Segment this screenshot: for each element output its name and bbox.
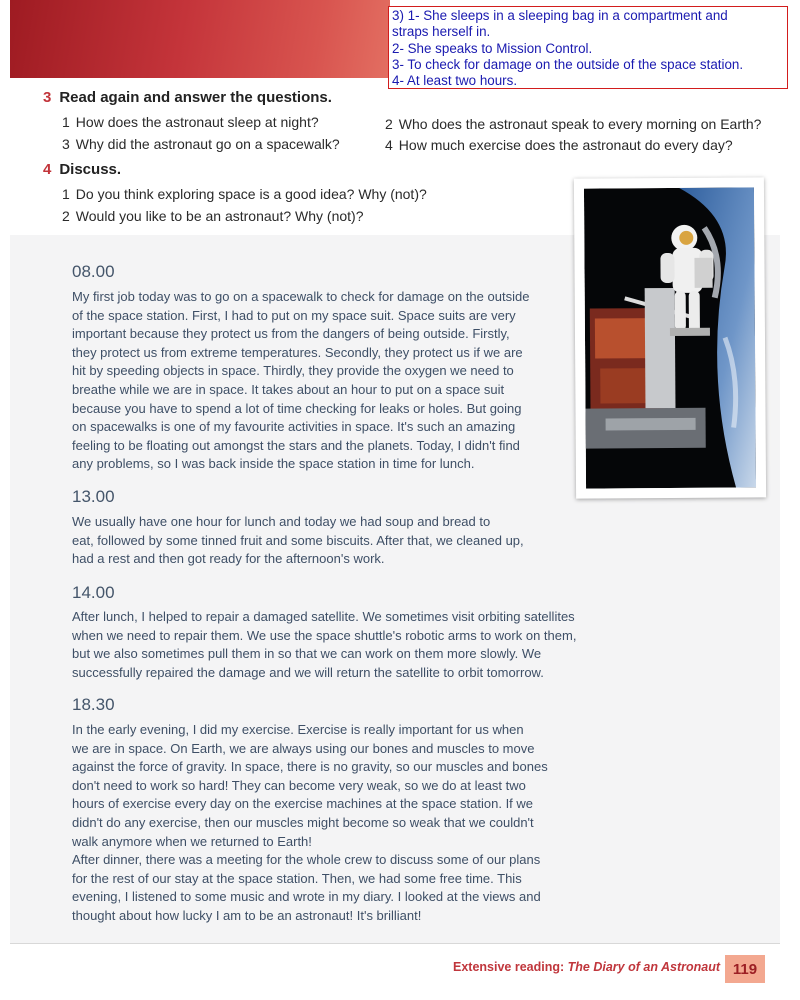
question-item [62,114,319,130]
diary-line: because you have to spend a lot of time checking for leaks or holes. But going [72,400,522,416]
answer-line: 3- To check for damage on the outside of the space station. [392,56,744,72]
diary-line: of the space station. First, I had to put on my space suit. Space suits are very [72,307,516,323]
question-number: 1 [62,186,70,202]
answer-annotation-box [388,6,788,89]
footer-title [453,960,720,974]
question-text: Would you like to be an astronaut? Why (not)? [75,208,364,224]
exercise-heading-text: Read again and answer the questions. [59,89,332,106]
diary-time-heading: 18.30 [72,695,115,714]
diary-line: don't need to work so hard! They can become very weak, so we do at least two [72,777,526,793]
diary-line: eat, followed by some tinned fruit and some biscuits. After that, we cleaned up, [72,532,524,548]
diary-line: evening, I listened to some music and wrote in my diary. I looked at the views and [72,889,541,905]
question-text: Do you think exploring space is a good idea? Why (not)? [75,186,427,202]
question-text: How does the astronaut sleep at night? [75,114,319,130]
question-item [62,186,427,202]
diary-time-heading: 13.00 [72,487,115,506]
diary-line: we are in space. On Earth, we are always using our bones and muscles to move [72,740,535,756]
question-text: Who does the astronaut speak to every morning on Earth? [398,116,762,132]
diary-line: against the force of gravity. In space, there is no gravity, so our muscles and bones [72,759,548,775]
exercise-number: 4 [43,161,52,178]
diary-line: but we also sometimes pull them in so that we can work on them more slowly. We [72,646,542,662]
diary-entry-text [72,721,548,926]
diary-line: feeling to be floating out amongst the stars and the planets. Today, I didn't find [72,437,520,453]
diary-line: they protect us from extreme temperatures. Secondly, they protect us if we are [72,344,523,360]
answer-line: 3) 1- She sleeps in a sleeping bag in a compartment and [392,8,728,23]
diary-line: thought about how lucky I am to be an astronaut! It's brilliant! [72,907,422,923]
question-text: Why did the astronaut go on a spacewalk? [75,136,340,152]
diary-line: After dinner, there was a meeting for the whole crew to discuss some of our plans [72,852,541,868]
question-item [62,136,340,152]
diary-line: My first job today was to go on a spacewalk to check for damage on the outside [72,289,530,304]
question-number: 2 [62,208,70,224]
question-item [385,116,761,132]
diary-line: successfully repaired the damage and we will return the satellite to orbit tomorrow. [72,664,544,680]
diary-line: breathe while we are in space. It takes about an hour to put on a space suit [72,381,505,397]
exercise-number: 3 [43,89,52,106]
diary-line: walk anymore when we returned to Earth! [72,833,312,849]
footer-book-title: The Diary of an Astronaut [567,960,720,974]
exercise-heading-text: Discuss. [59,161,122,178]
exercise-4-heading [43,161,121,178]
footer-label: Extensive reading: [453,960,565,974]
astronaut-photo [574,177,766,498]
question-number: 2 [385,116,393,132]
astronaut-spacewalk-icon [584,187,756,488]
diary-time-heading: 08.00 [72,262,115,281]
question-text: How much exercise does the astronaut do every day? [398,137,733,153]
question-number: 4 [385,137,393,153]
diary-line: After lunch, I helped to repair a damaged satellite. We sometimes visit orbiting satellites [72,609,575,624]
diary-line: for the rest of our stay at the space station. Then, we had some free time. This [72,870,522,886]
diary-line: had a rest and then got ready for the afternoon's work. [72,551,385,567]
question-number: 3 [62,136,70,152]
diary-entry-text [72,288,529,474]
diary-line: didn't do any exercise, then our muscles might become so weak that we couldn't [72,814,534,830]
answer-line: 2- She speaks to Mission Control. [392,40,593,56]
question-number: 1 [62,114,70,130]
diary-line: hours of exercise every day on the exercise machines at the space station. If we [72,796,534,812]
question-item [385,137,733,153]
answer-line: straps herself in. [392,24,491,40]
diary-line: hit by speeding objects in space. Thirdly, they provide the oxygen we need to [72,363,514,379]
diary-line: any problems, so I was back inside the space station in time for lunch. [72,456,475,472]
diary-entry-text [72,513,524,569]
question-item [62,208,363,224]
diary-line: when we need to repair them. We use the space shuttle's robotic arms to work on them, [72,627,577,643]
diary-line: We usually have one hour for lunch and today we had soup and bread to [72,514,491,529]
diary-line: In the early evening, I did my exercise. Exercise is really important for us when [72,722,524,737]
diary-time-heading: 14.00 [72,583,115,602]
diary-line: on spacewalks is one of my favourite activities in space. It's such an amazing [72,419,516,435]
diary-entry-text [72,608,576,682]
answer-line: 4- At least two hours. [392,73,518,89]
page-number: 119 [725,955,765,983]
header-banner [10,0,390,78]
diary-line: important because they protect us from the dangers of being outside. Firstly, [72,326,510,342]
exercise-3-heading [43,89,332,106]
